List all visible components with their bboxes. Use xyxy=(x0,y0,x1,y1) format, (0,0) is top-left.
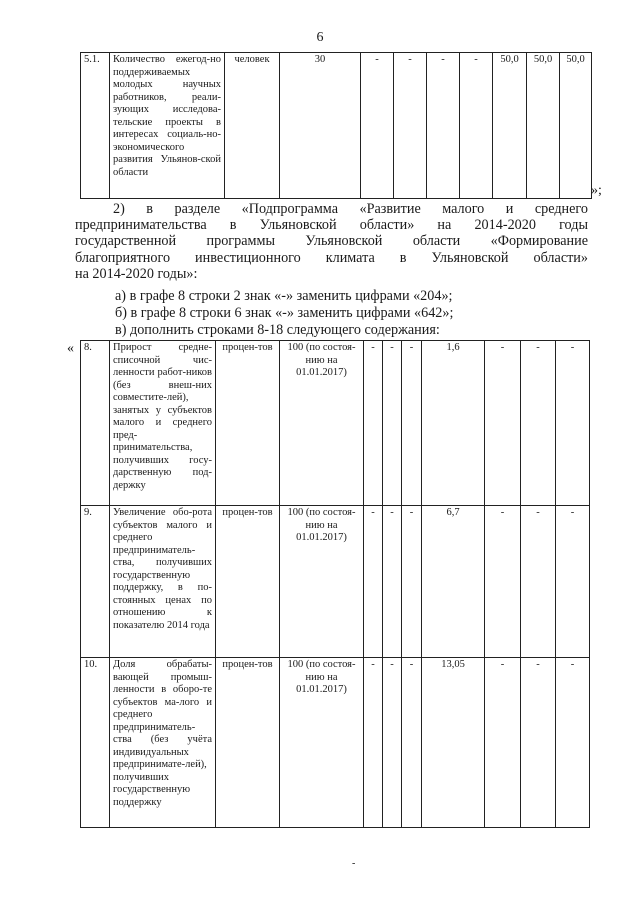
value-cell: - xyxy=(556,506,590,658)
opening-quote: « xyxy=(67,341,74,356)
paragraph-line: на 2014-2020 годы»: xyxy=(75,266,198,282)
table-row xyxy=(81,341,590,506)
value-cell: - xyxy=(364,658,383,828)
closing-quote: »; xyxy=(591,183,602,198)
value-cell: - xyxy=(521,506,556,658)
indicator-name: Прирост средне-списочной чис-ленности работ-ников (без внеш-них совместите-лей), занятых у субъектов малого и среднего пред-принимательства, получивших госу-дарственную под-держку xyxy=(110,341,216,506)
unit-cell: человек xyxy=(225,53,280,199)
base-value-cell: 100 (по состоя-нию на 01.01.2017) xyxy=(280,506,364,658)
row-number: 10. xyxy=(81,658,110,828)
value-cell: 50,0 xyxy=(560,53,592,199)
row-number: 8. xyxy=(81,341,110,506)
value-cell: - xyxy=(361,53,394,199)
value-cell: - xyxy=(383,341,402,506)
value-cell: - xyxy=(383,506,402,658)
value-cell: - xyxy=(394,53,427,199)
base-value-cell: 100 (по состоя-нию на 01.01.2017) xyxy=(280,658,364,828)
paragraph-line: государственной программы Ульяновской области «Формирование xyxy=(75,233,588,249)
value-cell: - xyxy=(485,658,521,828)
value-cell: 13,05 xyxy=(422,658,485,828)
value-cell: - xyxy=(460,53,493,199)
value-cell: 50,0 xyxy=(527,53,560,199)
value-cell: - xyxy=(402,341,422,506)
paragraph-line: 2) в разделе «Подпрограмма «Развитие малого и среднего xyxy=(113,201,588,217)
value-cell: - xyxy=(521,341,556,506)
page-number: 6 xyxy=(316,30,324,45)
value-cell: - xyxy=(521,658,556,828)
base-value-cell: 100 (по состоя-нию на 01.01.2017) xyxy=(280,341,364,506)
value-cell: 6,7 xyxy=(422,506,485,658)
list-item: в) дополнить строками 8-18 следующего содержания: xyxy=(115,322,440,338)
paragraph-line: благоприятного инвестиционного климата в Ульяновской области» xyxy=(75,250,588,266)
value-cell: 1,6 xyxy=(422,341,485,506)
list-item: б) в графе 8 строки 6 знак «-» заменить цифрами «642»; xyxy=(115,305,454,321)
table-row xyxy=(81,658,590,828)
value-cell: - xyxy=(364,506,383,658)
scan-mark: - xyxy=(352,858,356,869)
value-cell: - xyxy=(364,341,383,506)
unit-cell: процен-тов xyxy=(216,341,280,506)
value-cell: - xyxy=(402,506,422,658)
value-cell: - xyxy=(402,658,422,828)
indicators-table-new-rows xyxy=(80,340,590,828)
base-value-cell: 30 xyxy=(280,53,361,199)
value-cell: - xyxy=(485,341,521,506)
row-number: 5.1. xyxy=(81,53,110,199)
table-row xyxy=(81,53,592,199)
value-cell: 50,0 xyxy=(493,53,527,199)
paragraph-line: предпринимательства в Ульяновской области» на 2014-2020 годы xyxy=(75,217,588,233)
table-row xyxy=(81,506,590,658)
row-number: 9. xyxy=(81,506,110,658)
list-item: а) в графе 8 строки 2 знак «-» заменить цифрами «204»; xyxy=(115,288,453,304)
unit-cell: процен-тов xyxy=(216,658,280,828)
indicator-name: Увеличение обо-рота субъектов малого и среднего предприниматель-ства, получивших государственную поддержку, в по-стоянных ценах по отношению к показателю 2014 года xyxy=(110,506,216,658)
indicator-name: Количество ежегод-но поддерживаемых молодых научных работников, реали-зующих исследова-тельские проекты в интересах социаль-но-экономического развития Ульянов-ской области xyxy=(110,53,225,199)
indicators-table-continuation xyxy=(80,52,592,199)
value-cell: - xyxy=(556,341,590,506)
value-cell: - xyxy=(556,658,590,828)
value-cell: - xyxy=(485,506,521,658)
unit-cell: процен-тов xyxy=(216,506,280,658)
value-cell: - xyxy=(427,53,460,199)
indicator-name: Доля обрабаты-вающей промыш-ленности в оборо-те субъектов ма-лого и среднего предприниматель-ства (без учёта индивидуальных предпринимате-лей), получивших государственную поддержку xyxy=(110,658,216,828)
value-cell: - xyxy=(383,658,402,828)
